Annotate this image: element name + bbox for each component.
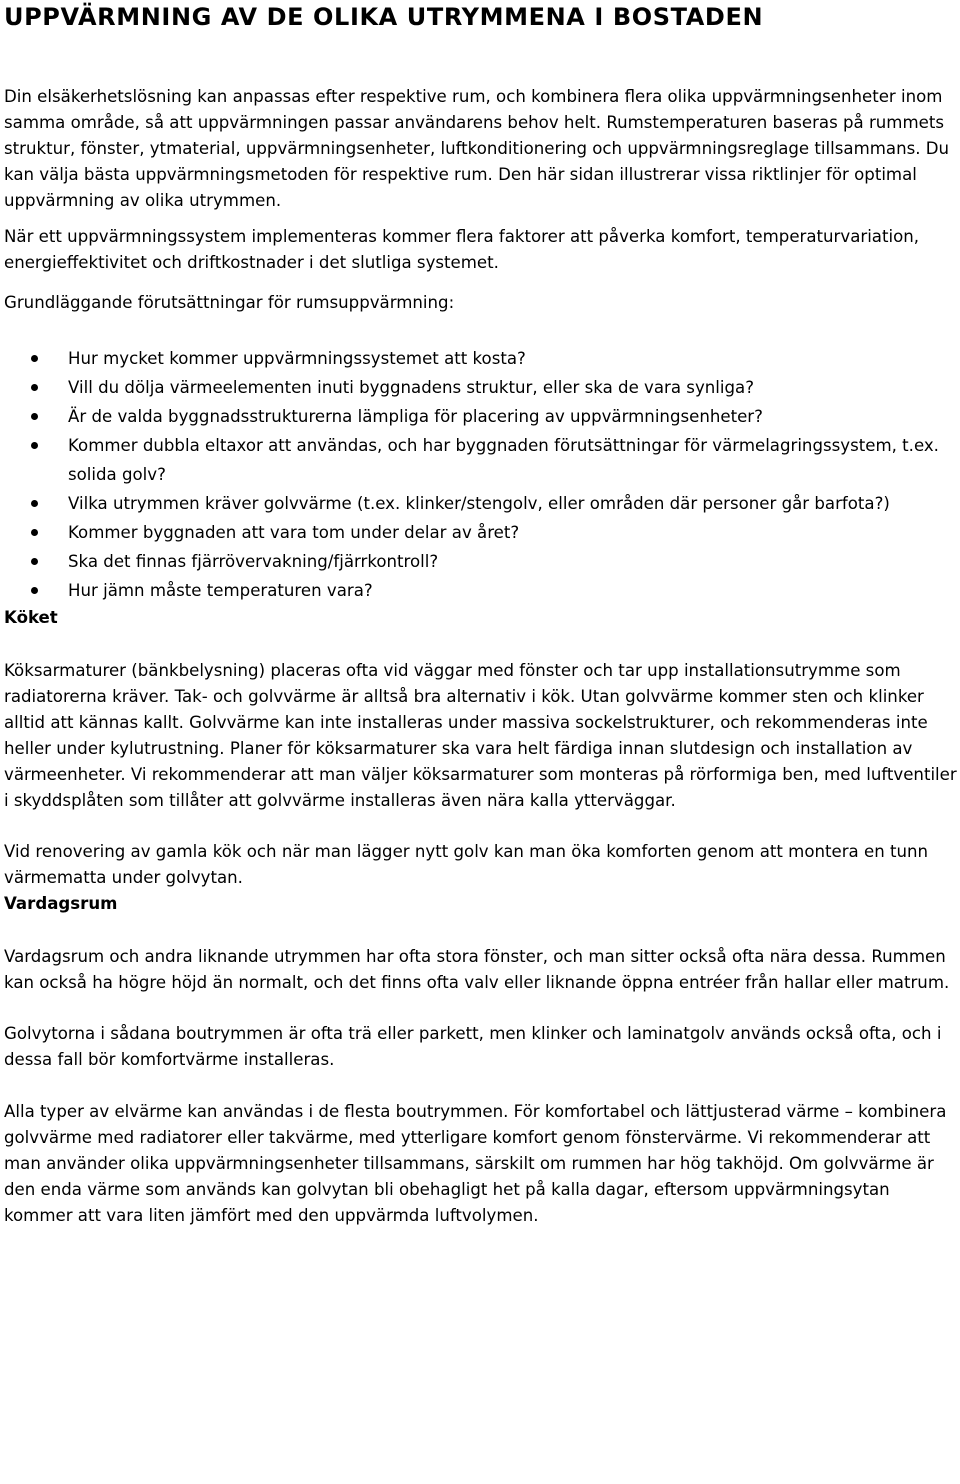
section-heading-kitchen: Köket [4, 608, 58, 627]
intro-paragraph-3: Grundläggande förutsättningar för rumsuppvärmning: [4, 293, 455, 312]
list-item [4, 489, 958, 518]
list-item-text: Vill du dölja värmeelementen inuti byggnadens struktur, eller ska de vara synliga? [68, 378, 755, 397]
list-item-text: Hur jämn måste temperaturen vara? [68, 581, 373, 600]
list-item [4, 576, 958, 605]
living-paragraph-2: Golvytorna i sådana boutrymmen är ofta trä eller parkett, men klinker och laminatgolv används också ofta, och i dessa fall bör komfortvärme installeras. [4, 1024, 942, 1069]
kitchen-paragraph-1: Köksarmaturer (bänkbelysning) placeras ofta vid väggar med fönster och tar upp installationsutrymme som radiatorerna kräver. Tak- och golvvärme är alltså bra alternativ i kök. Utan golvvärme kommer sten och klinker alltid att kännas kallt. Golvvärme kan inte installeras under massiva sockelstrukturer, och rekommenderas inte heller under kylutrustning. Planer för köksarmaturer ska vara helt färdiga innan slutdesign och installation av värmeenheter. Vi rekommenderar att man väljer köksarmaturer som monteras på rörformiga ben, med luftventiler i skyddsplåten som tillåter att golvvärme installeras även nära kalla ytterväggar. [4, 661, 957, 810]
list-item [4, 344, 958, 373]
bullet-icon [31, 442, 38, 449]
list-item [4, 373, 958, 402]
bullet-icon [31, 413, 38, 420]
intro-paragraph-1: Din elsäkerhetslösning kan anpassas efter respektive rum, och kombinera flera olika uppvärmningsenheter inom samma område, så att uppvärmningen passar användarens behov helt. Rumstemperaturen baseras på rummets struktur, fönster, ytmaterial, uppvärmningsenheter, luftkonditionering och uppvärmningsreglage tillsammans. Du kan välja bästa uppvärmningsmetoden för respektive rum. Den här sidan illustrerar vissa riktlinjer för optimal uppvärmning av olika utrymmen. [4, 87, 950, 210]
bullet-icon [31, 558, 38, 565]
intro-paragraph-2: När ett uppvärmningssystem implementeras kommer flera faktorer att påverka komfort, temperaturvariation, energieffektivitet och driftkostnader i det slutliga systemet. [4, 227, 920, 272]
list-item [4, 402, 958, 431]
list-item-text: Kommer byggnaden att vara tom under delar av året? [68, 523, 520, 542]
page-title: UPPVÄRMNING AV DE OLIKA UTRYMMENA I BOSTADEN [4, 3, 764, 31]
bullet-icon [31, 587, 38, 594]
list-item-text: Kommer dubbla eltaxor att användas, och har byggnaden förutsättningar för värmelagringssystem, t.ex. solida golv? [68, 436, 939, 484]
list-item-text: Vilka utrymmen kräver golvvärme (t.ex. klinker/stengolv, eller områden där personer går barfota?) [68, 494, 890, 513]
list-item [4, 518, 958, 547]
document-page [4, 0, 958, 1229]
kitchen-paragraph-2: Vid renovering av gamla kök och när man lägger nytt golv kan man öka komforten genom att montera en tunn värmematta under golvytan. [4, 842, 929, 887]
list-item-text: Är de valda byggnadsstrukturerna lämpliga för placering av uppvärmningsenheter? [68, 407, 763, 426]
prerequisites-list [4, 344, 958, 605]
list-item-text: Hur mycket kommer uppvärmningssystemet att kosta? [68, 349, 526, 368]
list-item [4, 431, 958, 489]
bullet-icon [31, 529, 38, 536]
bullet-icon [31, 384, 38, 391]
living-paragraph-3: Alla typer av elvärme kan användas i de flesta boutrymmen. För komfortabel och lättjusterad värme – kombinera golvvärme med radiatorer eller takvärme, med ytterligare komfort genom fönstervärme. Vi rekommenderar att man använder olika uppvärmningsenheter tillsammans, särskilt om rummen har hög takhöjd. Om golvvärme är den enda värme som används kan golvytan bli obehagligt het på kalla dagar, eftersom uppvärmningsytan kommer att vara liten jämfört med den uppvärmda luftvolymen. [4, 1102, 947, 1225]
living-paragraph-1: Vardagsrum och andra liknande utrymmen har ofta stora fönster, och man sitter också ofta nära dessa. Rummen kan också ha högre höjd än normalt, och det finns ofta valv eller liknande öppna entréer från hallar eller matrum. [4, 947, 950, 992]
section-heading-living-room: Vardagsrum [4, 894, 118, 913]
list-item-text: Ska det finnas fjärrövervakning/fjärrkontroll? [68, 552, 439, 571]
list-item [4, 547, 958, 576]
bullet-icon [31, 500, 38, 507]
bullet-icon [31, 355, 38, 362]
